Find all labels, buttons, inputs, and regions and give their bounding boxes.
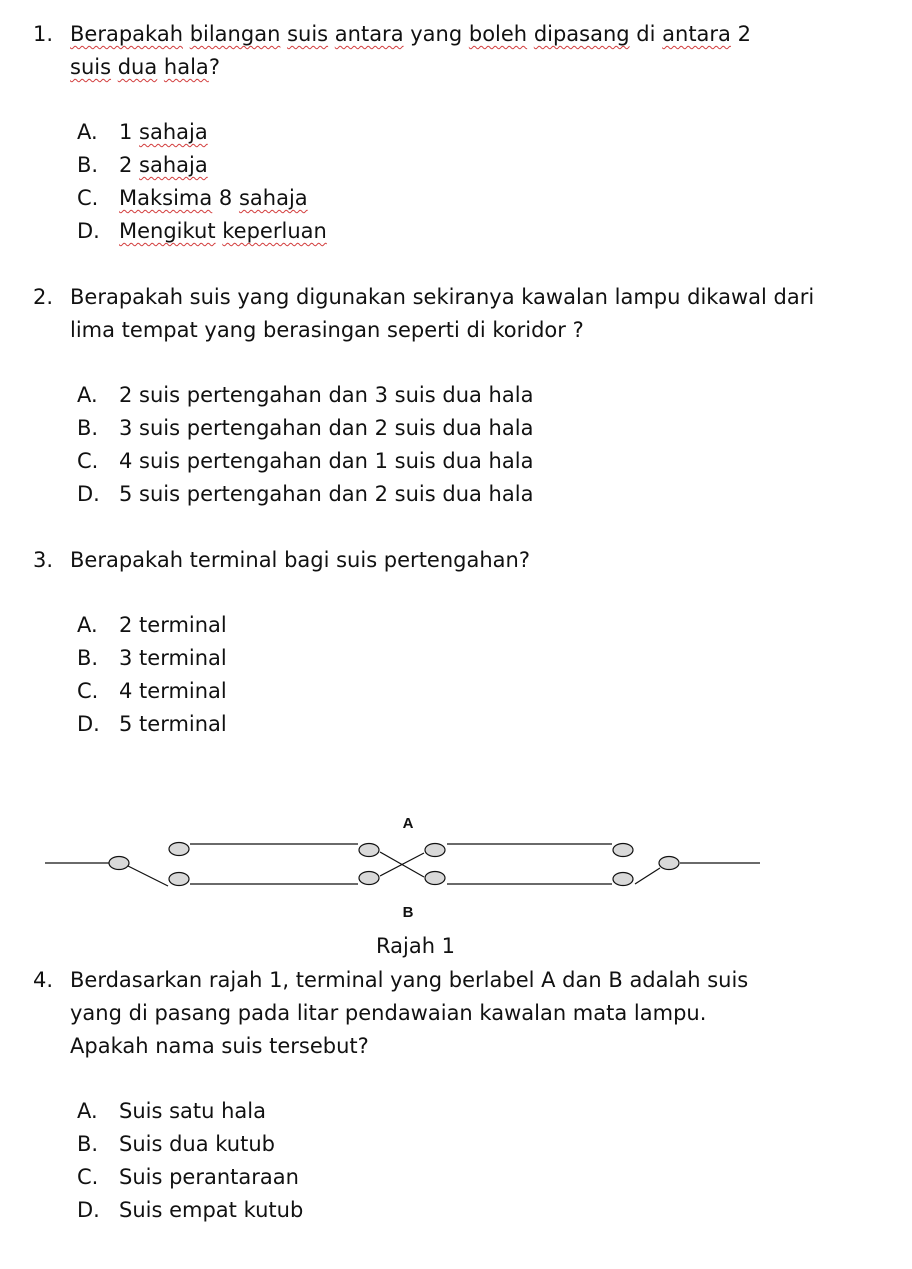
text-run bbox=[328, 22, 335, 46]
question-4-option-b: B. Suis dua kutub bbox=[77, 1132, 275, 1156]
spellcheck-word: suis bbox=[287, 22, 329, 46]
question-2-option-d: D. 5 suis pertengahan dan 2 suis dua hala bbox=[77, 482, 534, 506]
switch-blade-right bbox=[635, 868, 660, 884]
text-run: 2 bbox=[730, 22, 751, 46]
question-4-number: 4. bbox=[33, 968, 54, 992]
spellcheck-word: bilangan bbox=[189, 22, 281, 46]
question-2-line-1 bbox=[33, 281, 814, 314]
question-3-text: Berapakah terminal bagi suis pertengahan? bbox=[70, 548, 530, 572]
spellcheck-word: sahaja bbox=[139, 153, 208, 177]
terminal-left-top bbox=[169, 843, 189, 856]
terminal-mid-left-bottom bbox=[359, 872, 379, 885]
question-4-text: Berdasarkan rajah 1, terminal yang berlabel A dan B adalah suis bbox=[70, 968, 749, 992]
question-3-option-d: D. 5 terminal bbox=[77, 712, 227, 736]
text-run: 8 bbox=[212, 186, 239, 210]
question-4-option-a: A. Suis satu hala bbox=[77, 1099, 266, 1123]
question-1-number: 1. bbox=[33, 22, 54, 46]
diagram-label-a: A bbox=[402, 815, 414, 832]
switch-cross-2 bbox=[380, 853, 424, 876]
question-3-line-1 bbox=[33, 544, 530, 577]
spellcheck-word: sahaja bbox=[139, 120, 208, 144]
terminal-right-common bbox=[659, 857, 679, 870]
text-run bbox=[527, 22, 534, 46]
diagram-label-b: B bbox=[402, 904, 414, 921]
spellcheck-word: antara bbox=[662, 22, 731, 46]
text-run bbox=[183, 22, 190, 46]
question-2-option-a: A. 2 suis pertengahan dan 3 suis dua hala bbox=[77, 383, 534, 407]
spellcheck-word: Maksima bbox=[119, 186, 213, 210]
text-run: 1 bbox=[119, 120, 140, 144]
diagram-caption: Rajah 1 bbox=[376, 934, 456, 958]
question-2-text: Berapakah suis yang digunakan sekiranya kawalan lampu dikawal dari bbox=[70, 285, 815, 309]
question-4-line-3: Apakah nama suis tersebut? bbox=[70, 1034, 369, 1058]
text-run: ? bbox=[208, 55, 220, 79]
question-4-option-d: D. Suis empat kutub bbox=[77, 1198, 304, 1222]
terminal-left-common bbox=[109, 857, 129, 870]
question-4-line-1 bbox=[33, 964, 748, 997]
spellcheck-word: boleh bbox=[468, 22, 528, 46]
spellcheck-word: keperluan bbox=[222, 219, 327, 243]
text-run bbox=[157, 55, 164, 79]
terminal-left-bottom bbox=[169, 873, 189, 886]
question-1-option-a: A. 1 sahaja bbox=[77, 120, 208, 144]
question-3-option-b: B. 3 terminal bbox=[77, 646, 227, 670]
question-3-option-c: C. 4 terminal bbox=[77, 679, 227, 703]
switch-blade-left bbox=[128, 866, 168, 886]
spellcheck-word: suis bbox=[70, 55, 112, 79]
text-run: di bbox=[629, 22, 663, 46]
spellcheck-word: sahaja bbox=[238, 186, 308, 210]
question-3-option-a: A. 2 terminal bbox=[77, 613, 227, 637]
question-2-number: 2. bbox=[33, 285, 54, 309]
question-4-option-c: C. Suis perantaraan bbox=[77, 1165, 299, 1189]
terminal-mid-right-top bbox=[425, 844, 445, 857]
question-1-text bbox=[70, 22, 751, 46]
terminal-mid-left-top bbox=[359, 844, 379, 857]
question-2-option-c: C. 4 suis pertengahan dan 1 suis dua hala bbox=[77, 449, 534, 473]
question-1-option-d: D. Mengikut keperluan bbox=[77, 219, 327, 243]
text-run: 2 bbox=[119, 153, 140, 177]
spellcheck-word: antara bbox=[334, 22, 404, 46]
spellcheck-word: dua bbox=[117, 55, 158, 79]
text-run bbox=[111, 55, 118, 79]
question-4-line-2: yang di pasang pada litar pendawaian kawalan mata lampu. bbox=[70, 1001, 707, 1025]
question-1-line-1 bbox=[33, 18, 751, 51]
text-run: yang bbox=[403, 22, 469, 46]
question-1-line-2 bbox=[70, 51, 220, 84]
question-1-option-c: C. Maksima 8 sahaja bbox=[77, 186, 308, 210]
terminal-right-bottom bbox=[613, 873, 633, 886]
question-2-line-2: lima tempat yang berasingan seperti di koridor ? bbox=[70, 318, 584, 342]
terminal-right-top bbox=[613, 844, 633, 857]
question-3-number: 3. bbox=[33, 548, 54, 572]
question-2-option-b: B. 3 suis pertengahan dan 2 suis dua hala bbox=[77, 416, 534, 440]
spellcheck-word: Mengikut bbox=[119, 219, 216, 243]
spellcheck-word: Berapakah bbox=[70, 22, 183, 46]
wiring-diagram bbox=[0, 805, 912, 925]
spellcheck-word: dipasang bbox=[533, 22, 630, 46]
terminal-mid-right-bottom bbox=[425, 872, 445, 885]
spellcheck-word: hala bbox=[163, 55, 209, 79]
question-1-option-b: B. 2 sahaja bbox=[77, 153, 208, 177]
